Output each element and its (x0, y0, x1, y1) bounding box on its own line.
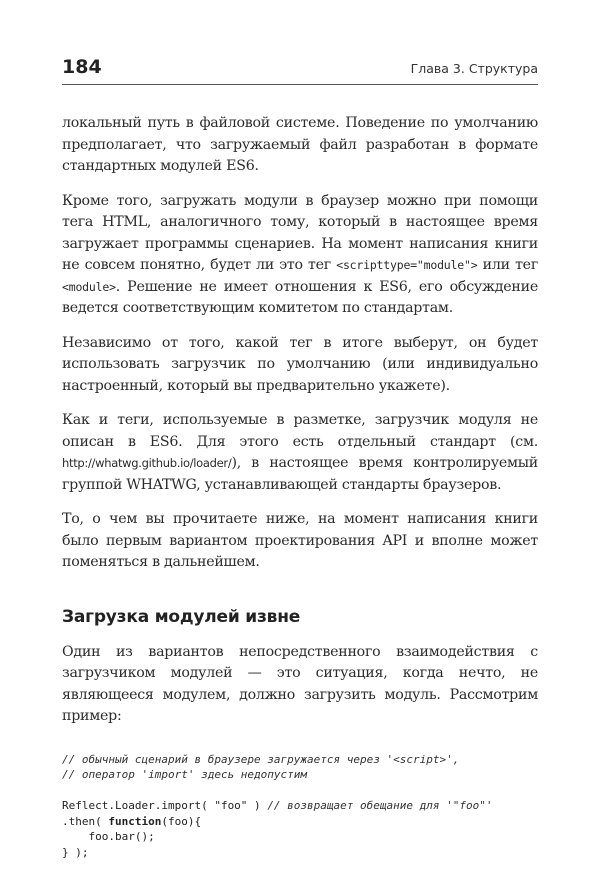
paragraph-2-text-a: Кроме того, загружать модули в браузер можно при помощи тега HTML, аналогичного тому, который в настоящее время загружает программы сценариев. На момент написания книги не совсем понятно, будет ли это тег (62, 192, 538, 273)
code-keyword-function: function (108, 814, 162, 828)
page-number: 184 (62, 56, 102, 78)
paragraph-4 (62, 410, 538, 496)
paragraph-2-text-c: . Решение не имеет отношения к ES6, его обсуждение ведется соответствующим комитетом по стандартам. (62, 278, 538, 316)
code-example (62, 752, 538, 861)
inline-code-module: <module> (62, 279, 116, 294)
paragraph-4-text-a: Как и теги, используемые в разметке, загрузчик модуля не описан в ES6. Для этого есть отдельный стандарт (см. (62, 412, 538, 450)
paragraph-1: локальный путь в файловой системе. Поведение по умолчанию предполагает, что загружаемый файл разработан в формате стандартных модулей ES6. (62, 115, 538, 174)
paragraph-2-text-b: или тег (477, 257, 538, 273)
paragraph-3: Независимо от того, какой тег в итоге выберут, он будет использовать загрузчик по умолчанию (или индивидуально настроенный, который вы предварительно укажете). (62, 334, 538, 394)
code-line-import: Reflect.Loader.import( "foo" ) (62, 799, 268, 812)
code-comment-1: // обычный сценарий в браузере загружается через '<script>', (62, 752, 460, 766)
chapter-title: Глава 3. Структура (410, 61, 538, 76)
code-line-call: foo.bar(); (62, 830, 155, 843)
code-line-then-b: (foo){ (161, 814, 202, 828)
code-comment-3: // возвращает обещание для '"foo"' (267, 799, 493, 812)
code-comment-2: // оператор 'import' здесь недопустим (62, 768, 308, 781)
paragraph-4-text-b: ), в настоящее время контролируемый группой WHATWG, устанавливающей стандарты браузеров. (62, 455, 538, 493)
paragraph-2 (62, 191, 538, 320)
paragraph-5: То, о чем вы прочитаете ниже, на момент написания книги было первым вариантом проектирования API и вполне может поменяться в дальнейшем. (62, 511, 538, 570)
page-header (62, 56, 538, 85)
page-content (62, 113, 538, 860)
whatwg-loader-link[interactable]: http://whatwg.github.io/loader/ (62, 456, 232, 470)
code-line-close: } ); (62, 845, 89, 859)
section-paragraph-1: Один из вариантов непосредственного взаимодействия с загрузчиком модулей — это ситуация, когда нечто, не являющееся модулем, должно загрузить модуль. Рассмотрим пример: (62, 643, 538, 724)
inline-code-scripttype: <scripttype="module"> (336, 258, 478, 272)
code-line-then-a: .then( (62, 814, 109, 828)
section-heading: Загрузка модулей извне (62, 606, 301, 627)
